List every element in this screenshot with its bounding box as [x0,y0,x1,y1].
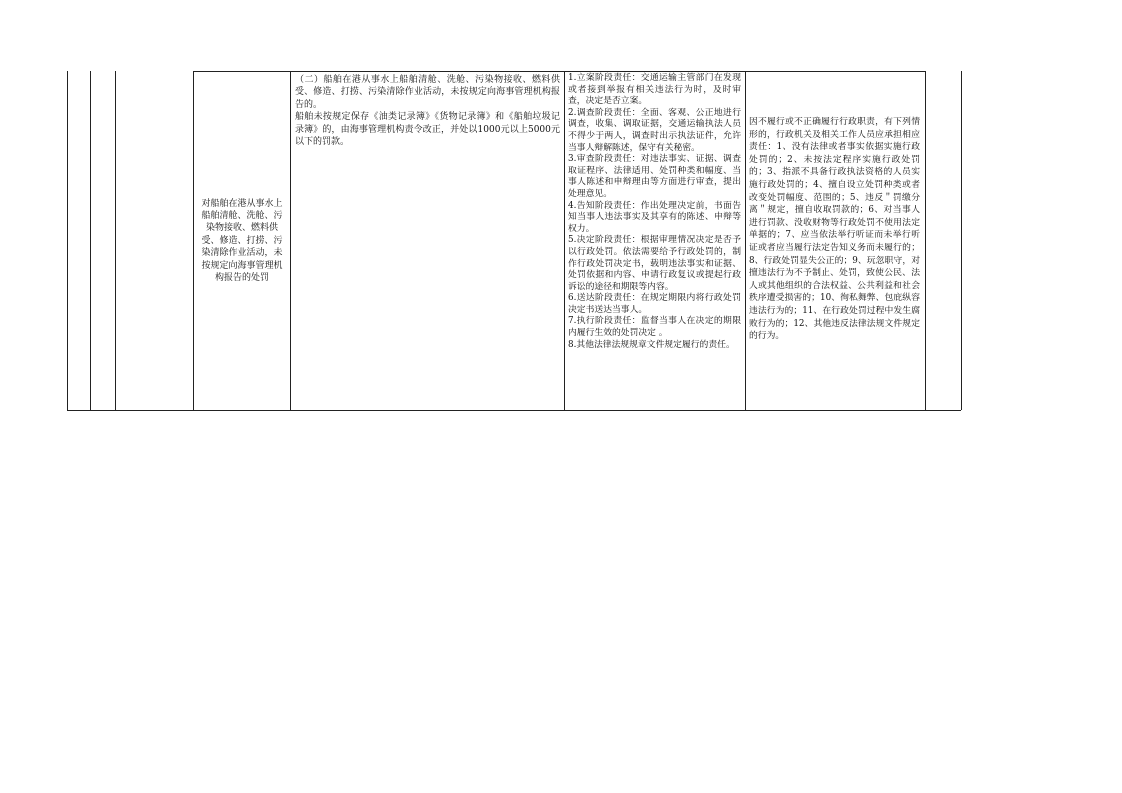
basis-paragraph: 船舶未按规定保存《油类记录簿》《货物记录簿》和《船舶垃圾记录簿》的，由海事管理机构责令改正，并处以1000元以上5000元以下的罚款。 [295,112,560,148]
category-column [91,71,116,410]
legal-basis-cell [291,71,565,410]
duty-item: 2.调查阶段责任：全面、客观、公正地进行调查，收集、调取证据，交通运输执法人员不得少于两人，调查时出示执法证件，允许当事人辩解陈述，保守有关秘密。 [568,107,741,153]
index-column [68,71,91,410]
responsibility-cell [565,71,746,410]
duty-item: 4.告知阶段责任：作出处理决定前，书面告知当事人违法事实及其享有的陈述、申辩等权力。 [568,200,741,234]
duty-item: 8.其他法律法规规章文件规定履行的责任。 [568,339,735,350]
table-fragment [67,71,961,411]
duty-item: 5.决定阶段责任：根据审理情况决定是否予以行政处罚。依法需要给予行政处罚的，制作行政处罚决定书，载明违法事实和证据、处罚依据和内容、申请行政复议或提起行政诉讼的途径和期限等内容。 [568,235,741,292]
code-column [116,71,194,410]
remarks-column [926,71,962,410]
accountability-text: 因不履行或不正确履行行政职责，有下列情形的，行政机关及相关工作人员应承担相应责任：1、没有法律或者事实依据实施行政处罚的；2、未按法定程序实施行政处罚的；3、指派不具备行政执法资格的人员实施行政处罚的；4、擅自设立处罚种类或者改变处罚幅度、范围的；5、违反＂罚缴分离＂规定，擅自收取罚款的；6、对当事人进行罚款、没收财物等行政处罚不使用法定单据的；7、应当依法举行听证而未举行听证或者应当履行法定告知义务而未履行的；8、行政处罚显失公正的；9、玩忽职守，对擅违法行为不予制止、处罚，致使公民、法人或其他组织的合法权益、公共利益和社会秩序遭受损害的；10、徇私舞弊、包庇纵容违法行为的；11、在行政处罚过程中发生腐败行为的；12、其他违反法律法规文件规定的行为。 [749,117,920,342]
item-name-text: 对船舶在港从事水上船舶清舱、洗舱、污染物接收、燃料供受、修造、打捞、污染清除作业活动，未按规定向海事管理机构报告的处罚 [201,198,283,284]
duty-item: 1.立案阶段责任：交通运输主管部门在发现或者接到举报有相关违法行为时，及时审查，决定是否立案。 [568,73,741,107]
duty-item: 6.送达阶段责任：在规定期限内将行政处罚决定书送达当事人。 [568,293,741,315]
duty-item: 3.审查阶段责任：对违法事实、证据、调查取证程序、法律适用、处罚种类和幅度、当事人陈述和申辩理由等方面进行审查，提出处理意见。 [568,154,741,199]
accountability-cell [746,71,926,410]
basis-paragraph: （二）船舶在港从事水上船舶清舱、洗舱、污染物接收、燃料供受、修造、打捞、污染清除作业活动，未按规定向海事管理机构报告的。 [295,75,560,110]
duty-item: 7.执行阶段责任：监督当事人在决定的期限内履行生效的处罚决定 。 [568,316,741,339]
item-name-cell [194,71,291,410]
